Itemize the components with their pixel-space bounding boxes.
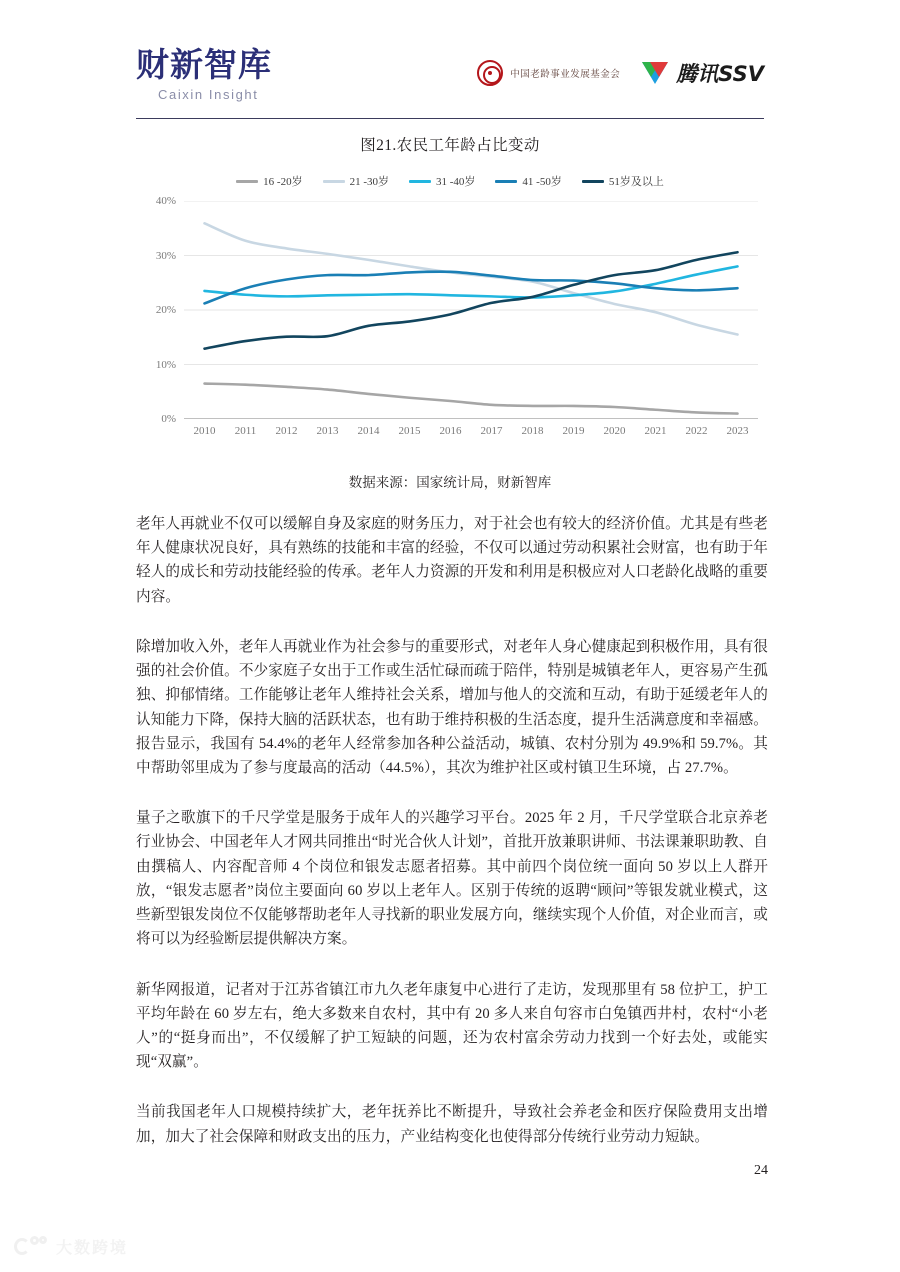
partner-tencent-ssv (642, 58, 764, 88)
x-axis-labels (184, 425, 758, 437)
partner-tencent-label: 腾讯SSV (676, 62, 764, 86)
watermark (14, 1235, 128, 1258)
x-tick-label: 2017 (480, 425, 503, 437)
x-tick-label: 2011 (234, 425, 257, 437)
legend-swatch-icon (323, 180, 345, 183)
page-header (136, 45, 764, 116)
legend-label: 21 -30岁 (349, 176, 389, 188)
red-seal-icon (477, 60, 503, 86)
legend-label: 51岁及以上 (608, 176, 664, 188)
legend-swatch-icon (582, 180, 604, 183)
watermark-label: 大数跨境 (56, 1238, 129, 1257)
chart-canvas (184, 201, 758, 419)
paragraph: 当前我国老年人口规模持续扩大，老年抚养比不断提升，导致社会养老金和医疗保险费用支出增加，加大了社会保障和财政支出的压力，产业结构变化也使得部分传统行业劳动力短缺。 (136, 1104, 768, 1145)
y-tick-label: 10% (155, 358, 176, 371)
paragraph: 老年人再就业不仅可以缓解自身及家庭的财务压力，对于社会也有较大的经济价值。尤其是有些老年人健康状况良好，具有熟练的技能和丰富的经验，不仅可以通过劳动积累社会财富，也有助于年轻人的成长和劳动技能经验的传承。老年人力资源的开发和利用是积极应对人口老龄化战略的重要内容。 (136, 516, 768, 605)
chart-series-line (205, 252, 738, 348)
header-divider (136, 118, 764, 119)
x-tick-label: 2023 (726, 425, 749, 437)
caixin-insight-logo (136, 45, 366, 102)
x-tick-label: 2018 (521, 425, 544, 437)
x-tick-label: 2016 (439, 425, 462, 437)
legend-swatch-icon (236, 180, 258, 183)
legend-swatch-icon (409, 180, 431, 183)
y-tick-label: 40% (155, 195, 176, 207)
watermark-logo-icon (14, 1236, 48, 1258)
legend-label: 16 -20岁 (263, 176, 303, 188)
y-tick-label: 20% (155, 304, 176, 316)
x-tick-label: 2021 (644, 425, 667, 437)
x-tick-label: 2022 (685, 425, 708, 437)
legend-item (409, 173, 475, 189)
figure-title: 图21.农民工年龄占比变动 (360, 137, 540, 154)
page-number: 24 (754, 1163, 768, 1178)
paragraph: 除增加收入外，老年人再就业作为社会参与的重要形式，对老年人身心健康起到积极作用，具有很强的社会价值。不少家庭子女出于工作或生活忙碌而疏于陪伴，特别是城镇老年人，更容易产生孤独、抑郁情绪。工作能够让老年人维持社会关系，增加与他人的交流和互动，有助于延缓老年人的认知能力下降，保持大脑的活跃状态，也有助于维持积极的生活态度，提升生活满意度和幸福感。报告显示，我国有 54.4%的老年人经常参加各种公益活动，城镇、农村分别为 49.9%和 59.7%。其中帮助邻里成为了参与度最高的活动（44.5%），其次为维护社区或村镇卫生环境，占 27.7%。 (136, 638, 768, 776)
legend-label: 41 -50岁 (522, 176, 562, 188)
y-tick-label: 30% (155, 249, 176, 262)
figure-block (136, 133, 764, 491)
chart-series-line (205, 272, 738, 304)
x-tick-label: 2012 (275, 425, 298, 437)
paragraph: 量子之歌旗下的千尺学堂是服务于成年人的兴趣学习平台。2025 年 2 月，千尺学堂联合北京养老行业协会、中国老年人才网共同推出“时光合伙人计划”，首批开放兼职讲师、书法课兼职助教、自由撰稿人、内容配音师 4 个岗位和银发志愿者招募。其中前四个岗位统一面向 50 岁以上人群开放，“银发志愿者”岗位主要面向 60 岁以上老年人。区别于传统的返聘“顾问”等银发就业模式，这些新型银发岗位不仅能够帮助老年人寻找新的职业发展方向，继续实现个人价值，对企业而言，或将可以为经验断层提供解决方案。 (136, 810, 768, 948)
body-text (136, 512, 768, 1175)
tencent-triangle-icon (642, 61, 669, 85)
legend-item (236, 173, 302, 189)
paragraph: 新华网报道，记者对于江苏省镇江市九久老年康复中心进行了走访，发现那里有 58 位护工，护工平均年龄在 60 岁左右，绝大多数来自农村，其中有 20 多人来自句容市白兔镇西井村，农村“小老人”的“挺身而出”，不仅缓解了护工短缺的问题，还为农村富余劳动力找到一个好去处，或能实现“双赢”。 (136, 981, 768, 1071)
legend-item (323, 173, 389, 189)
brand-name-cn: 财新智库 (136, 45, 272, 84)
partner-logos (477, 58, 764, 88)
x-tick-label: 2010 (193, 425, 216, 437)
partner-foundation-label: 中国老龄事业发展基金会 (510, 69, 621, 80)
x-tick-label: 2013 (316, 425, 339, 437)
chart-legend (136, 173, 764, 189)
x-tick-label: 2014 (357, 425, 380, 437)
legend-item (582, 173, 664, 189)
x-tick-label: 2015 (398, 425, 421, 437)
y-tick-label: 0% (161, 413, 176, 425)
chart-series-line (205, 384, 738, 414)
legend-label: 31 -40岁 (436, 176, 476, 188)
legend-swatch-icon (495, 180, 517, 183)
partner-foundation (477, 60, 620, 86)
chart-plot-area (136, 195, 764, 451)
brand-name-en: Caixin Insight (158, 86, 259, 102)
figure-source: 数据来源：国家统计局，财新智库 (348, 475, 552, 490)
y-axis-labels (136, 195, 176, 425)
x-tick-label: 2020 (603, 425, 626, 437)
legend-item (495, 173, 561, 189)
x-tick-label: 2019 (562, 425, 585, 437)
line-chart-svg (184, 201, 758, 419)
